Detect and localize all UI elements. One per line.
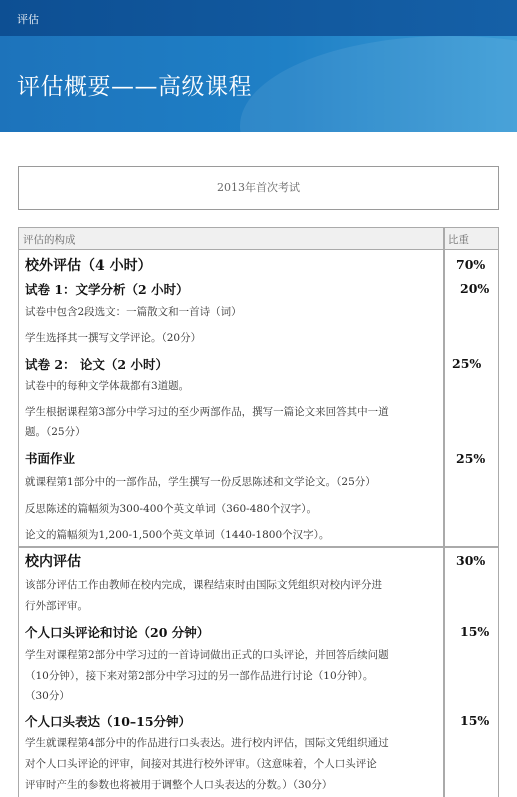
banner-top-strip: [0, 0, 517, 36]
paper2-title: 试卷 2： 论文（2 小时）: [25, 357, 168, 372]
written-weight: 25%: [456, 451, 486, 466]
internal-line: 该部分评估工作由教师在校内完成，课程结束时由国际文凭组织对校内评分进: [25, 579, 382, 591]
oral-commentary-line: （30分）: [25, 690, 70, 702]
section-divider: [19, 546, 498, 548]
oral-presentation-line: 评审时产生的参数也将被用于调整个人口头表达的分数。）（30分）: [25, 779, 333, 791]
oral-commentary-title: 个人口头评论和讨论（20 分钟）: [25, 625, 210, 640]
internal-weight: 30%: [456, 553, 486, 568]
internal-title: 校内评估: [25, 554, 81, 570]
written-line: 就课程第1部分中的一部作品，学生撰写一份反思陈述和文学论文。（25分）: [25, 476, 376, 488]
oral-presentation-line: 学生就课程第4部分中的作品进行口头表达。进行校内评估，国际文凭组织通过: [25, 737, 389, 749]
oral-commentary-line: 学生对课程第2部分中学习过的一首诗词做出正式的口头评论，并回答后续问题: [25, 649, 389, 661]
oral-commentary-line: （10分钟），接下来对第2部分中学习过的另一部作品进行讨论（10分钟）。: [25, 670, 374, 682]
written-title: 书面作业: [25, 451, 76, 466]
paper2-weight: 25%: [452, 356, 482, 371]
section-tag: 评估: [17, 13, 39, 26]
written-line: 论文的篇幅须为1,200-1,500个英文单词（1440-1800个汉字）。: [25, 529, 330, 541]
oral-presentation-title: 个人口头表达（10–15分钟）: [25, 714, 192, 729]
oral-presentation-line: 对个人口头评论的评审，间接对其进行校外评审。（这意味着，个人口头评论: [25, 758, 377, 770]
external-title: 校外评估（4 小时）: [25, 258, 152, 274]
oral-presentation-weight: 15%: [460, 713, 490, 728]
assessment-table: [18, 227, 499, 797]
col-header-component: 评估的构成: [23, 234, 76, 246]
paper1-title: 试卷 1：文学分析（2 小时）: [25, 282, 189, 297]
external-weight: 70%: [456, 257, 486, 272]
paper2-line: 学生根据课程第3部分中学习过的至少两部作品，撰写一篇论文来回答其中一道: [25, 406, 389, 418]
paper1-weight: 20%: [460, 281, 490, 296]
internal-line: 行外部评审。: [25, 600, 88, 612]
table-header: [19, 228, 498, 250]
header-banner: [0, 0, 517, 132]
page-title: 评估概要——高级课程: [17, 74, 252, 100]
col-header-weight: 比重: [448, 234, 469, 246]
banner-decoration: [240, 36, 517, 132]
paper2-line: 试卷中的每种文学体裁都有3道题。: [25, 380, 190, 392]
column-divider: [443, 228, 445, 797]
written-line: 反思陈述的篇幅须为300-400个英文单词（360-480个汉字）。: [25, 503, 318, 515]
paper2-line: 题。（25分）: [25, 426, 86, 438]
exam-label: 2013年首次考试: [18, 166, 499, 210]
paper1-line: 试卷中包含2段选文：一篇散文和一首诗（词）: [25, 306, 242, 318]
paper1-line: 学生选择其一撰写文学评论。（20分）: [25, 332, 202, 344]
oral-commentary-weight: 15%: [460, 624, 490, 639]
